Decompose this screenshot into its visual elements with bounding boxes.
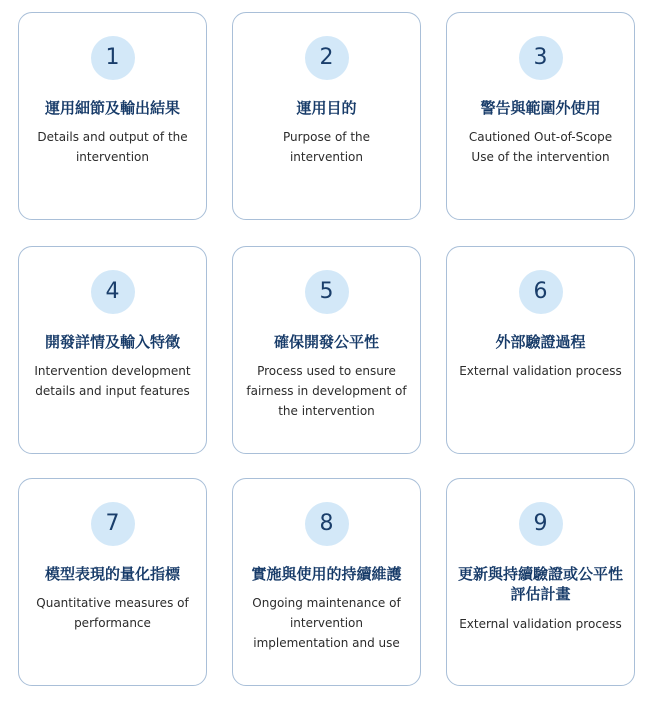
- card-description: External validation process: [459, 617, 622, 631]
- card-description: Details and output of the intervention: [37, 130, 188, 164]
- card-description: Process used to ensure fairness in development of the intervention: [246, 364, 407, 418]
- card-8: [232, 478, 421, 686]
- step-number-badge: 7: [91, 502, 135, 546]
- card-description: Quantitative measures of performance: [36, 596, 189, 630]
- card-6: [446, 246, 635, 454]
- step-number-badge: 8: [305, 502, 349, 546]
- card-title: 開發詳情及輸入特徵: [44, 333, 180, 351]
- card-9: [446, 478, 635, 686]
- step-number-badge: 1: [91, 36, 135, 80]
- step-number-badge: 5: [305, 270, 349, 314]
- step-number-badge: 2: [305, 36, 349, 80]
- card-title: 更新與持續驗證或公平性評估計畫: [457, 565, 623, 603]
- card-description: Cautioned Out-of-Scope Use of the intervention: [468, 130, 613, 164]
- card-5: [232, 246, 421, 454]
- card-description: Purpose of the intervention: [282, 130, 371, 164]
- card-title: 模型表現的量化指標: [44, 565, 180, 583]
- card-title: 運用細節及輸出結果: [44, 99, 180, 117]
- card-description: External validation process: [459, 364, 622, 378]
- card-title: 確保開發公平性: [273, 333, 379, 351]
- card-title: 實施與使用的持續維護: [251, 565, 402, 583]
- card-7: [18, 478, 207, 686]
- step-number-badge: 4: [91, 270, 135, 314]
- card-description: Ongoing maintenance of intervention implementation and use: [252, 596, 401, 650]
- card-4: [18, 246, 207, 454]
- step-number-badge: 6: [519, 270, 563, 314]
- step-number-badge: 9: [519, 502, 563, 546]
- card-title: 警告與範圍外使用: [480, 99, 601, 117]
- card-1: [18, 12, 207, 220]
- card-3: [446, 12, 635, 220]
- card-title: 運用目的: [296, 99, 357, 117]
- card-description: Intervention development details and input features: [34, 364, 191, 398]
- card-title: 外部驗證過程: [495, 333, 586, 351]
- step-number-badge: 3: [519, 36, 563, 80]
- card-2: [232, 12, 421, 220]
